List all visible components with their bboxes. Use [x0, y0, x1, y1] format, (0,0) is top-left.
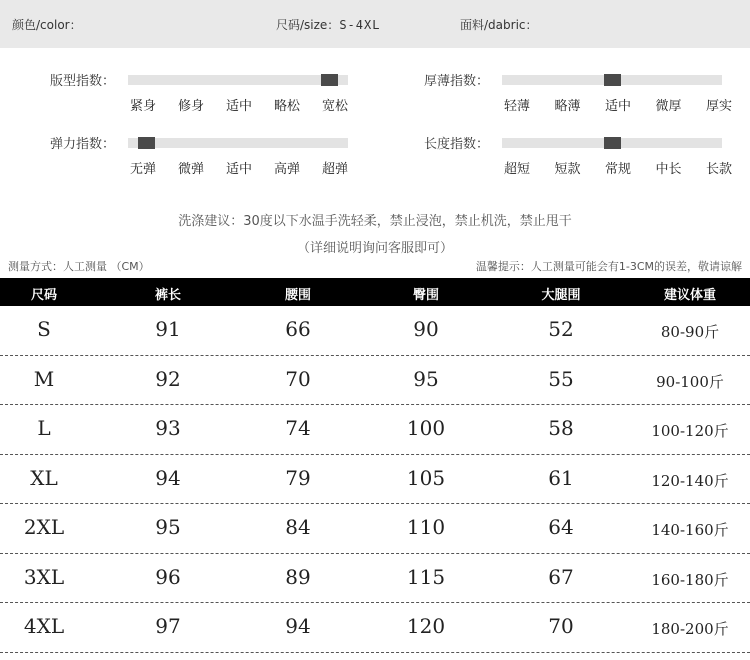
index-options — [130, 95, 348, 114]
size-table-body — [0, 306, 750, 653]
index-option: 超弹 — [321, 162, 348, 177]
index-option: 略松 — [273, 99, 300, 114]
length-index — [424, 133, 750, 189]
cell-weight: 120-140斤 — [651, 471, 729, 490]
header-thigh: 大腿围 — [541, 288, 581, 303]
index-options — [504, 158, 732, 177]
cell-waist: 74 — [285, 416, 311, 440]
index-option: 宽松 — [321, 99, 348, 114]
index-label: 版型指数： — [50, 74, 116, 89]
cell-size: L — [37, 416, 51, 440]
index-option: 适中 — [604, 99, 631, 114]
cell-thigh: 58 — [548, 416, 574, 440]
header-size: 尺码 — [30, 288, 58, 303]
cell-thigh: 61 — [548, 465, 574, 490]
cell-length: 96 — [155, 564, 181, 589]
size-value: S-4XL — [339, 18, 381, 32]
index-option: 无弹 — [130, 162, 157, 177]
cell-waist: 70 — [285, 366, 311, 391]
cell-waist: 79 — [285, 465, 311, 490]
elasticity-index — [50, 133, 410, 189]
index-track — [502, 138, 722, 148]
index-options — [504, 95, 732, 114]
cell-size: S — [37, 317, 51, 341]
cell-size: 4XL — [23, 614, 65, 638]
cell-thigh: 55 — [548, 366, 574, 391]
cell-hip: 100 — [406, 416, 446, 440]
index-marker — [138, 137, 155, 149]
cell-hip: 120 — [406, 614, 446, 638]
cell-size: 2XL — [23, 515, 65, 539]
index-marker — [604, 137, 621, 149]
index-options — [130, 158, 348, 177]
index-marker — [321, 74, 338, 86]
size-table-header — [0, 278, 750, 306]
cell-length: 91 — [155, 317, 181, 341]
size-label: 尺码/size： — [276, 18, 340, 32]
cell-waist: 94 — [285, 614, 311, 638]
cell-hip: 95 — [413, 366, 439, 391]
cell-weight: 90-100斤 — [656, 372, 724, 391]
cell-thigh: 70 — [548, 614, 574, 638]
cell-thigh: 52 — [548, 317, 574, 341]
color-label: 颜色/color： — [12, 18, 82, 32]
index-label: 长度指数： — [424, 137, 490, 152]
cell-length: 93 — [155, 416, 181, 440]
table-row — [0, 455, 750, 505]
table-row — [0, 356, 750, 406]
cell-length: 97 — [155, 614, 181, 638]
cell-weight: 160-180斤 — [651, 570, 729, 589]
cell-thigh: 64 — [548, 515, 574, 539]
size-info — [276, 16, 380, 33]
care-instructions: 洗涤建议：30度以下水温手洗轻柔，禁止浸泡，禁止机洗，禁止甩干 — [178, 214, 572, 229]
cell-size: XL — [30, 465, 58, 490]
cell-weight: 100-120斤 — [651, 422, 729, 440]
cell-length: 92 — [155, 366, 181, 391]
cell-length: 94 — [155, 465, 181, 490]
cell-weight: 180-200斤 — [651, 620, 729, 638]
header-weight: 建议体重 — [663, 288, 717, 303]
table-row — [0, 603, 750, 653]
cell-weight: 80-90斤 — [660, 323, 720, 341]
index-option: 中长 — [655, 162, 682, 177]
thickness-index — [424, 70, 750, 126]
index-option: 修身 — [177, 99, 204, 114]
index-track — [128, 138, 348, 148]
table-row — [0, 554, 750, 604]
index-option: 高弹 — [273, 162, 300, 177]
cell-waist: 89 — [285, 564, 311, 589]
info-bar — [0, 0, 750, 48]
index-option: 紧身 — [130, 99, 157, 114]
header-hip: 臀围 — [412, 288, 440, 303]
index-option: 适中 — [225, 162, 252, 177]
cell-waist: 66 — [285, 317, 311, 341]
cell-hip: 115 — [406, 564, 446, 589]
index-option: 短款 — [554, 162, 581, 177]
index-option: 轻薄 — [504, 99, 531, 114]
measure-tip: 温馨提示：人工测量可能会有1-3CM的误差，敬请谅解 — [475, 260, 742, 273]
care-note: （详细说明询问客服即可） — [296, 241, 453, 256]
index-track — [502, 75, 722, 85]
table-row — [0, 504, 750, 554]
index-option: 超短 — [504, 162, 531, 177]
cell-waist: 84 — [285, 515, 311, 539]
fit-index — [50, 70, 410, 126]
index-option: 微厚 — [655, 99, 682, 114]
index-track — [128, 75, 348, 85]
header-waist: 腰围 — [284, 288, 312, 303]
cell-hip: 110 — [406, 515, 446, 539]
cell-weight: 140-160斤 — [651, 521, 729, 539]
table-row — [0, 306, 750, 356]
index-option: 长款 — [705, 162, 732, 177]
cell-thigh: 67 — [548, 564, 574, 589]
index-marker — [604, 74, 621, 86]
fabric-label: 面料/dabric： — [460, 18, 538, 32]
header-length: 裤长 — [154, 288, 182, 303]
index-option: 厚实 — [705, 99, 732, 114]
cell-hip: 105 — [406, 465, 446, 490]
index-label: 厚薄指数： — [424, 74, 490, 89]
cell-size: M — [33, 366, 55, 391]
index-option: 略薄 — [554, 99, 581, 114]
index-option: 适中 — [225, 99, 252, 114]
index-label: 弹力指数： — [50, 137, 116, 152]
index-option: 常规 — [604, 162, 631, 177]
measure-method: 测量方式：人工测量 （CM） — [8, 260, 150, 273]
cell-hip: 90 — [413, 317, 439, 341]
cell-size: 3XL — [23, 564, 65, 589]
table-row — [0, 405, 750, 455]
index-option: 微弹 — [177, 162, 204, 177]
cell-length: 95 — [155, 515, 181, 539]
